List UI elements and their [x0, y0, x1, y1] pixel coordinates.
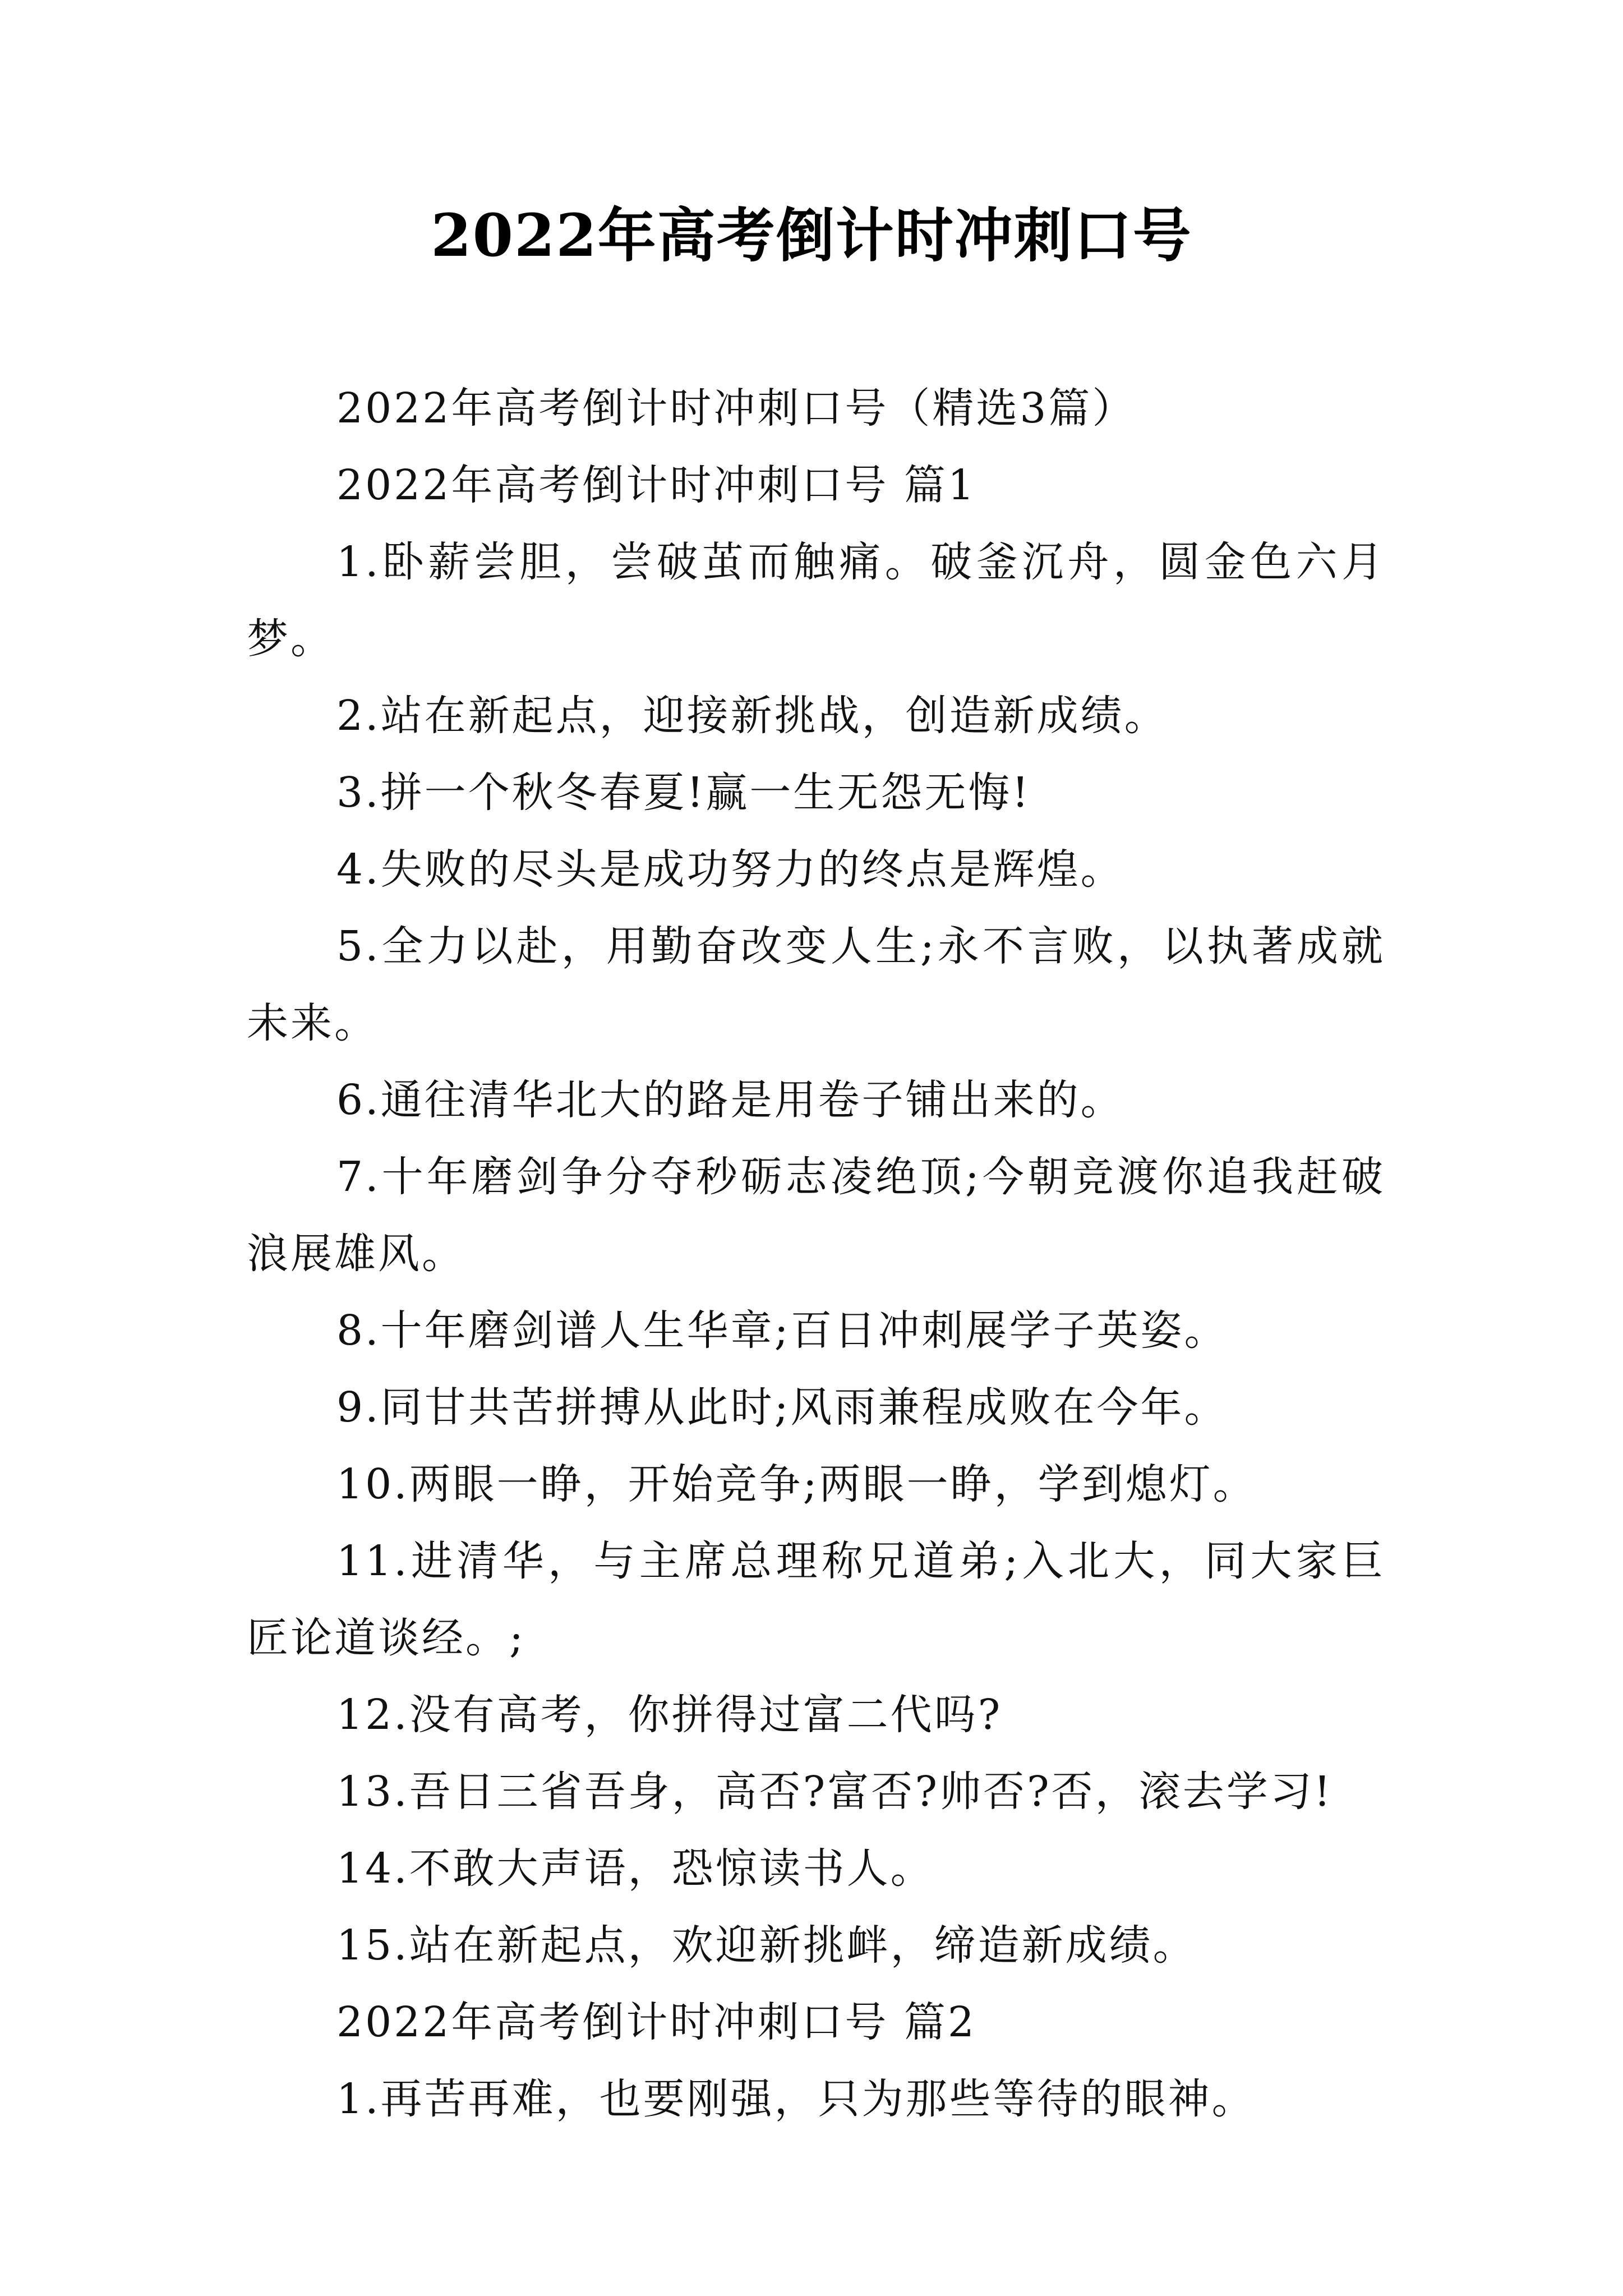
slogan-item: 7.十年磨剑争分夺秒砺志凌绝顶;今朝竞渡你追我赶破浪展雄风。 — [247, 1153, 1385, 1278]
paragraph-subtitle: 2022年高考倒计时冲刺口号（精选3篇） — [336, 384, 1136, 432]
document-body — [247, 370, 1385, 2138]
slogan-item: 6.通往清华北大的路是用卷子铺出来的。 — [336, 1076, 1124, 1124]
slogan-item: 13.吾日三省吾身，高否?富否?帅否?否，滚去学习! — [336, 1768, 1333, 1816]
slogan-item: 2.站在新起点，迎接新挑战，创造新成绩。 — [336, 692, 1168, 740]
slogan-item: 14.不敢大声语，恐惊读书人。 — [336, 1844, 934, 1893]
slogan-item: 1.再苦再难，也要刚强，只为那些等待的眼神。 — [336, 2075, 1256, 2123]
slogan-item: 5.全力以赴，用勤奋改变人生;永不言败，以执著成就未来。 — [247, 922, 1385, 1047]
slogan-item: 10.两眼一睁，开始竞争;两眼一睁，学到熄灯。 — [336, 1460, 1257, 1508]
slogan-item: 12.没有高考，你拼得过富二代吗? — [336, 1691, 1003, 1739]
document-title: 2022年高考倒计时冲刺口号 — [431, 201, 1192, 270]
slogan-item: 3.拼一个秋冬春夏!赢一生无怨无悔! — [336, 769, 1031, 817]
section-heading-1: 2022年高考倒计时冲刺口号 篇1 — [336, 461, 976, 509]
slogan-item: 15.站在新起点，欢迎新挑衅，缔造新成绩。 — [336, 1921, 1197, 1970]
slogan-item: 9.同甘共苦拼搏从此时;风雨兼程成败在今年。 — [336, 1383, 1228, 1432]
slogan-item: 4.失败的尽头是成功努力的终点是辉煌。 — [336, 845, 1124, 894]
slogan-item: 11.进清华，与主席总理称兄道弟;入北大，同大家巨匠论道谈经。; — [247, 1537, 1385, 1662]
slogan-item: 1.卧薪尝胆，尝破茧而触痛。破釜沉舟，圆金色六月梦。 — [247, 538, 1385, 663]
slogan-item: 8.十年磨剑谱人生华章;百日冲刺展学子英姿。 — [336, 1306, 1228, 1355]
section-heading-2: 2022年高考倒计时冲刺口号 篇2 — [336, 1998, 976, 2046]
